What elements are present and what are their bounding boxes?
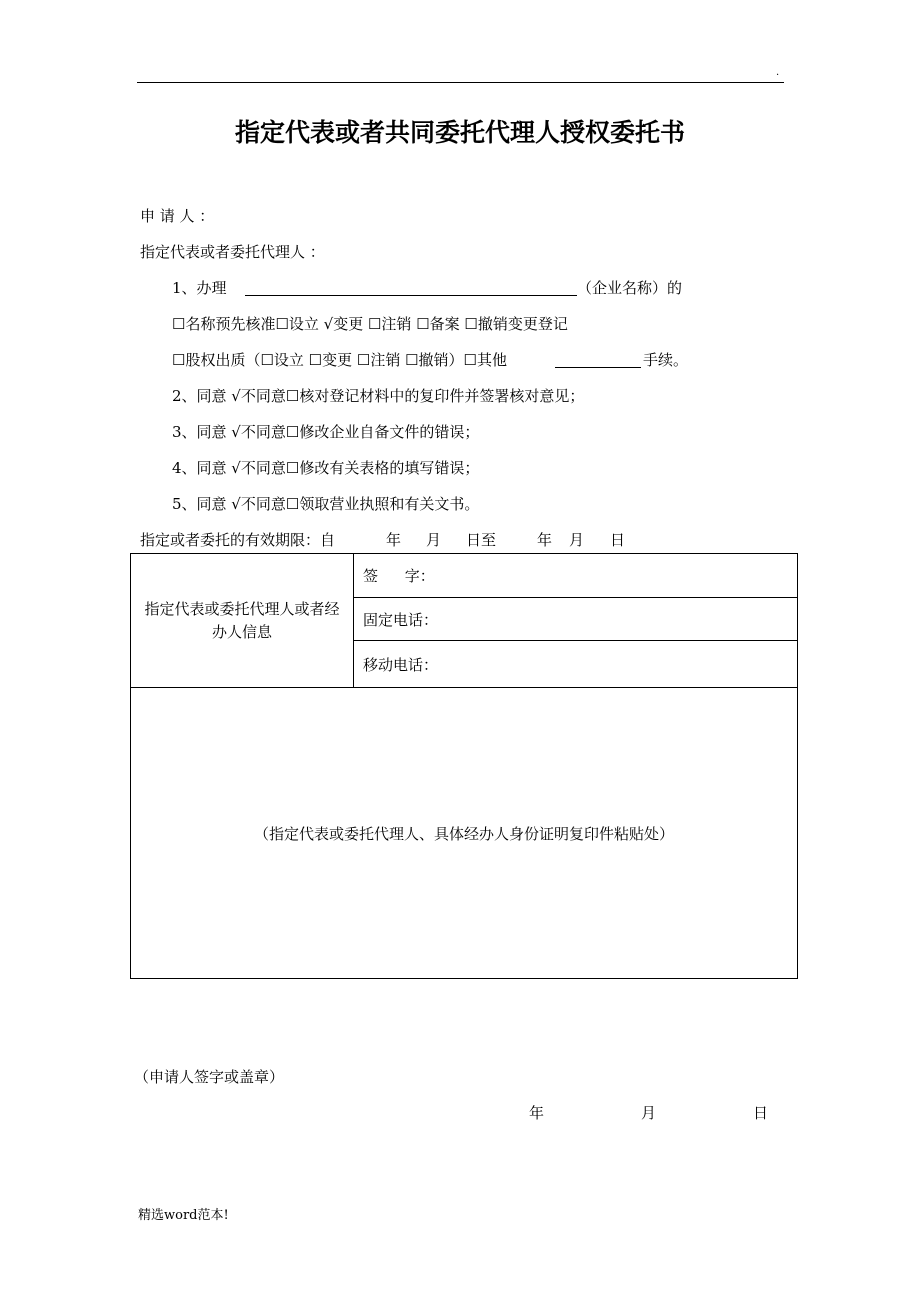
item1-suffix: （企业名称）的 [577, 279, 683, 297]
item-2: 2、同意 √不同意☐核对登记材料中的复印件并签署核对意见； [172, 387, 585, 405]
item1-options-line: ☐名称预先核准☐设立 √变更 ☐注销 ☐备案 ☐撤销变更登记 [172, 315, 568, 333]
item1-prefix: 1、办理 [172, 279, 227, 297]
mobile-row[interactable] [354, 641, 797, 688]
validity-day-to: 日至 [466, 531, 497, 549]
sign-row[interactable] [354, 554, 797, 598]
landline-label: 固定电话： [363, 610, 439, 629]
validity-year2: 年 [537, 531, 553, 549]
header-dot: . [776, 67, 780, 78]
item-5: 5、同意 √不同意☐领取营业执照和有关文书。 [172, 495, 480, 513]
validity-label: 指定或者委托的有效期限：自 [140, 531, 336, 549]
info-label-text: 指定代表或委托代理人或者经办人信息 [144, 600, 340, 641]
company-name-field[interactable] [245, 280, 577, 296]
landline-row[interactable] [354, 598, 797, 641]
item1-equity-line: ☐股权出质（☐设立 ☐变更 ☐注销 ☐撤销）☐其他 [172, 351, 507, 369]
item-4: 4、同意 √不同意☐修改有关表格的填写错误； [172, 459, 480, 477]
signature-label: （申请人签字或盖章） [134, 1068, 285, 1086]
signature-day: 日 [753, 1104, 769, 1122]
document-title: 指定代表或者共同委托代理人授权委托书 [234, 118, 685, 147]
validity-month2: 月 [569, 531, 585, 549]
info-label-cell [131, 554, 354, 688]
info-table [130, 553, 798, 979]
other-field[interactable] [555, 352, 641, 368]
id-copy-note: （指定代表或委托代理人、具体经办人身份证明复印件粘贴处） [253, 824, 674, 843]
signature-month: 月 [641, 1104, 657, 1122]
header-rule [137, 82, 784, 83]
item-3: 3、同意 √不同意☐修改企业自备文件的错误； [172, 423, 480, 441]
validity-year: 年 [386, 531, 402, 549]
applicant-label: 申 请 人 ： [140, 207, 215, 225]
agent-label: 指定代表或者委托代理人 ： [140, 243, 325, 261]
id-copy-paste-area [131, 688, 797, 978]
validity-month: 月 [426, 531, 442, 549]
validity-day2: 日 [610, 531, 626, 549]
footer-text: 精选word范本! [138, 1208, 229, 1223]
sign-label: 签 字： [363, 567, 435, 585]
item1-equity-suffix: 手续。 [643, 351, 689, 369]
mobile-label: 移动电话： [363, 655, 439, 674]
signature-year: 年 [529, 1104, 545, 1122]
